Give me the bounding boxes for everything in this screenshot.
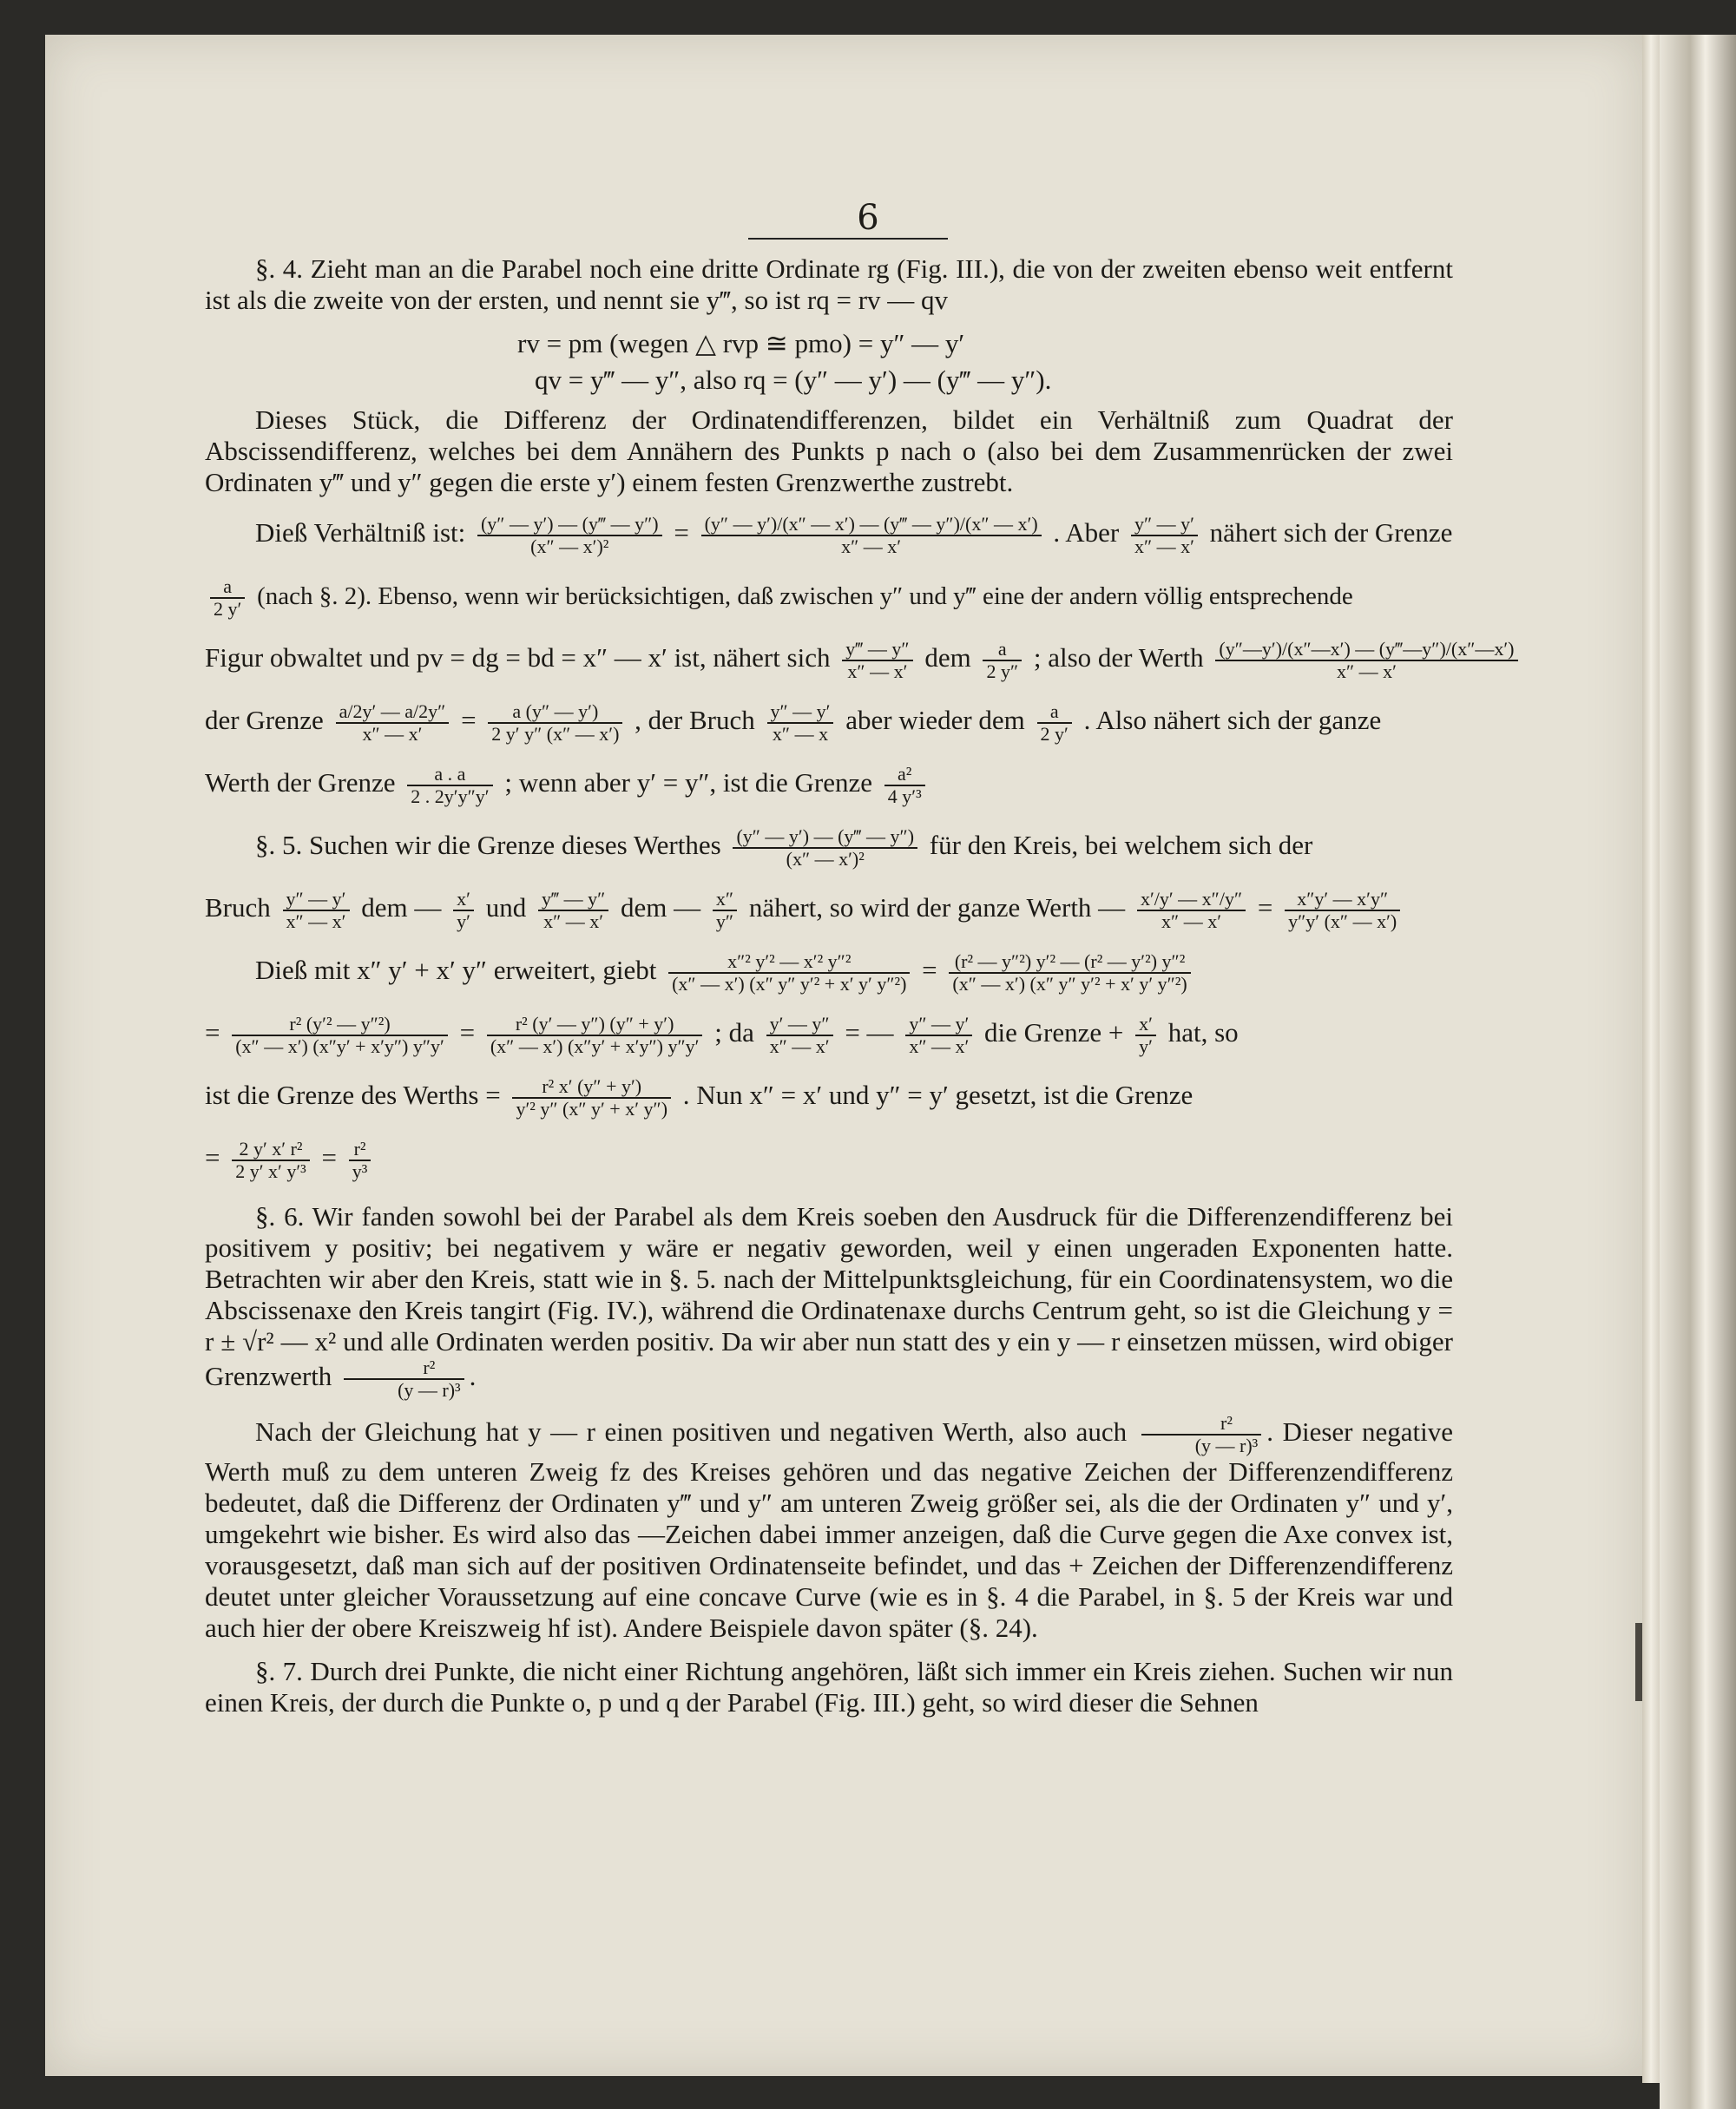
s5d-frac5 xyxy=(1135,1014,1156,1057)
s5b-f6-num: x″y′ — x′y″ xyxy=(1285,889,1400,911)
line-figur xyxy=(205,638,1515,682)
s5d-f5-den: y′ xyxy=(1139,1035,1153,1057)
s5c-f2-den: (x″ — x′) (x″ y″ y′² + x′ y′ y″²) xyxy=(952,973,1187,995)
figur-text-c: ; also der Werth xyxy=(1033,642,1204,673)
s5c-f2-num: (r² — y″²) y′² — (r² — y′²) y″² xyxy=(949,951,1190,974)
grenze-frac3 xyxy=(767,701,834,745)
s6b-frac1 xyxy=(1141,1413,1262,1456)
figur-text-a: Figur obwaltet und pv = dg = bd = x″ — x′ ist, nähert sich xyxy=(205,642,831,673)
verh-frac1-den: (x″ — x′)² xyxy=(530,535,609,557)
s5e-f1-num: r² x′ (y″ + y′) xyxy=(512,1076,671,1099)
body-text xyxy=(205,253,1515,1731)
figur-frac3 xyxy=(1215,639,1517,682)
verh-frac3-num: y″ — y′ xyxy=(1131,514,1198,536)
paragraph-s7: §. 7. Durch drei Punkte, die nicht einer Richtung angehören, läßt sich immer ein Kreis ziehen. Suchen wir nun einen Kreis, der durch die Punkte o, p und q der Parabel (Fig. III.) geht, so wird dieser die Sehnen xyxy=(205,1656,1453,1718)
s5b-f2-den: y′ xyxy=(457,910,470,932)
s5d-f4-den: x″ — x′ xyxy=(909,1035,970,1057)
grenze-f4-num: a xyxy=(1037,701,1072,724)
a2y-frac xyxy=(210,576,245,620)
s5d-f1-den: (x″ — x′) (x″y′ + x′y″) y″y′ xyxy=(235,1035,444,1057)
figur-f1-num: y‴ — y″ xyxy=(842,639,912,661)
page-gutter xyxy=(1642,35,1660,2083)
verh-label: Dieß Verhältniß ist: xyxy=(255,517,466,549)
s5b-f1-den: x″ — x′ xyxy=(286,910,346,932)
s5b-frac1 xyxy=(283,889,350,932)
s5b-frac6 xyxy=(1285,889,1400,932)
verh-frac1 xyxy=(477,514,662,557)
s5c-frac2 xyxy=(949,951,1190,995)
figur-f2-num: a xyxy=(983,639,1022,661)
grenze-f1-num: a/2y′ — a/2y″ xyxy=(336,701,450,724)
s5f-f2-num: r² xyxy=(349,1139,372,1161)
s5b-text-c: und xyxy=(485,892,527,923)
s5c-frac1 xyxy=(668,951,910,995)
grenze-f1-den: x″ — x′ xyxy=(362,723,423,745)
s5d-frac3 xyxy=(766,1014,833,1057)
paragraph-s6: §. 6. Wir fanden sowohl bei der Parabel als dem Kreis soeben den Ausdruck für die Differenzendifferenz bei positivem y positiv; bei negativem y wäre er negativ geworden, weil y einen ungeraden Exponenten hatte. Betrachten wir aber den Kreis, statt wie in §. 5. nach der Mittelpunktsgleichung, für ein Coordinatensystem, wo die Abscissenaxe den Kreis tangirt (Fig. IV.), während die Ordinatenaxe durchs Centrum geht, so ist die Gleichung y = r ± √r² — x² und alle Ordinaten werden positiv. Da wir aber nun statt des y ein y — r einsetzen müssen, wird obiger Grenzwerth $\frac{\text{r²}}{\text{(y — r)³}}$ . xyxy=(205,1201,1453,1401)
s5-heading-line xyxy=(255,826,1453,870)
s5-erweitert-line: Dieß mit x″ y′ + x′ y″ erweitert, giebt $\frac{\text{x″² y′² — x′² y″²}}{\text{(x″ — x′) (x″ y″ y′² + x′ y′ y″²)}}$ = $\frac{\text{(r² — y″²) y′² — (r² — y′²) y″²}}{\text{(x″ — x′) (x″ y″ y′² + x′ y′ y″²)}}$ xyxy=(255,951,1453,995)
s5-final-line: = $\frac{\text{2 y′ x′ r²}}{\text{2 y′ x′ y′³}}$ = $\frac{\text{r²}}{\text{y³}}$ xyxy=(205,1139,1453,1182)
s5b-frac4 xyxy=(713,889,737,932)
verh-frac1-num: (y″ — y′) — (y‴ — y″) xyxy=(477,514,662,536)
s5b-f6-den: y″y′ (x″ — x′) xyxy=(1288,910,1397,932)
grenze-text-b: , der Bruch xyxy=(635,705,755,736)
verh-aber: . Aber xyxy=(1053,517,1120,549)
s5d-text-c: hat, so xyxy=(1167,1017,1239,1048)
s5-text-b: für den Kreis, bei welchem sich der xyxy=(929,830,1313,861)
s5f-frac1 xyxy=(232,1139,310,1182)
s5d-frac2 xyxy=(487,1014,703,1057)
s5-frac1 xyxy=(733,826,917,870)
grenze-f4-den: 2 y′ xyxy=(1040,723,1069,745)
s6-text: §. 6. Wir fanden sowohl bei der Parabel als dem Kreis soeben den Ausdruck für die Differenzendifferenz bei positivem y positiv; bei negativem y wäre er negativ geworden, weil y einen ungeraden Exponenten hatte. Betrachten wir aber den Kreis, statt wie in §. 5. nach der Mittelpunktsgleichung, für ein Coordinatensystem, wo die Abscissenaxe den Kreis tangirt (Fig. IV.), während die Ordinatenaxe durchs Centrum geht, so ist die Gleichung y = r ± √r² — x² und alle Ordinaten werden positiv. Da wir aber nun statt des y ein y — r einsetzen müssen, wird obiger Grenzwerth xyxy=(205,1201,1453,1392)
s5f-frac2 xyxy=(349,1139,372,1182)
s5e-text-a: ist die Grenze des Werths = xyxy=(205,1080,501,1111)
grenze-eq: = xyxy=(461,705,477,736)
s5d-frac4 xyxy=(905,1014,972,1057)
verh-frac3-den: x″ — x′ xyxy=(1134,535,1194,557)
s5b-f4-den: y″ xyxy=(715,910,734,932)
grenze-text-a: der Grenze xyxy=(205,705,324,736)
grenze-f2-den: 2 y′ y″ (x″ — x′) xyxy=(491,723,620,745)
s5c-text-a: Dieß mit x″ y′ + x′ y″ erweitert, giebt xyxy=(255,955,657,986)
s6-frac1 xyxy=(344,1357,464,1401)
s5d-text-b: die Grenze + xyxy=(984,1017,1124,1048)
s5b-f2-num: x′ xyxy=(453,889,474,911)
line-grenze xyxy=(205,701,1453,745)
s6b-text-b: . Dieser negative Werth muß zu dem unteren Zweig fz des Kreises gehören und das negative Zeichen der Differenzendifferenz bedeutet, daß die Differenz der Ordinaten y‴ und y″ am unteren Zweig größer sei, als die der Ordinaten y″ und y′, umgekehrt wie bisher. Es wird also das —Zeichen dabei immer anzeigen, daß die Curve gegen die Axe convex ist, vorausgesetzt, daß man sich auf der positiven Ordinatenseite befindet, und das + Zeichen der Differenzendifferenz deutet unter gleicher Voraussetzung auf eine concave Curve (wie es in §. 4 die Parabel, in §. 5 der Kreis war und auch hier der obere Kreiszweig hf ist). Andere Beispiele davon später (§. 24). xyxy=(205,1416,1454,1643)
s5d-text-a: ; da xyxy=(714,1017,754,1048)
line-nach: (nach §. 2). Ebenso, wenn wir berücksichtigen, daß zwischen y″ und y‴ eine der andern völlig entsprechende xyxy=(257,582,1353,611)
s5-grenze-des-werths-line xyxy=(205,1076,1453,1120)
s5d-f2-den: (x″ — x′) (x″y′ + x′y″) y″y′ xyxy=(490,1035,700,1057)
display-verhaeltniss: Dieß Verhältniß ist: $\frac{(y'' — y') — (y‴ — y'')}{\text{(x″ — x′)²}}$ = $\frac{(y'' — y')/(x'' — x') — (y‴ — y'')/(x'' — x')}{x'' — x'}$ . Aber $\frac{y'' — y'}{x'' — x'}$ nähert sich der Grenze xyxy=(255,513,1453,557)
s5b-f3-den: x″ — x′ xyxy=(543,910,604,932)
s5b-frac5 xyxy=(1137,889,1246,932)
s5d-f5-num: x′ xyxy=(1135,1014,1156,1036)
s5d-f3-den: x″ — x′ xyxy=(769,1035,830,1057)
s5d-frac1 xyxy=(232,1014,448,1057)
s5b-text-b: dem — xyxy=(361,892,442,923)
next-page-edge xyxy=(1660,35,1736,2109)
verh-frac2-num: (y″ — y′)/(x″ — x′) — (y‴ — y″)/(x″ — x′) xyxy=(701,514,1042,536)
figur-text-b: dem xyxy=(924,642,971,673)
s5b-f4-num: x″ xyxy=(713,889,737,911)
figur-f1-den: x″ — x′ xyxy=(847,660,908,682)
s5d-f1-num: r² (y′² — y″²) xyxy=(232,1014,448,1036)
s5e-frac1 xyxy=(512,1076,671,1120)
figur-frac1 xyxy=(842,639,912,682)
a2y-num: a xyxy=(210,576,245,599)
line-werth xyxy=(205,764,1453,807)
figur-f3-den: x″ — x′ xyxy=(1336,660,1397,682)
s5c-f1-num: x″² y′² — x′² y″² xyxy=(668,951,910,974)
s5b-frac2 xyxy=(453,889,474,932)
verh-frac2 xyxy=(701,514,1042,557)
s5-text-a: §. 5. Suchen wir die Grenze dieses Werthes xyxy=(255,830,721,861)
werth-f1-den: 2 . 2y′y″y′ xyxy=(411,785,490,807)
s6b-f1-den: (y — r)³ xyxy=(1194,1435,1259,1456)
s5c-f1-den: (x″ — x′) (x″ y″ y′² + x′ y′ y″²) xyxy=(672,973,907,995)
s5b-text-e: nähert, so wird der ganze Werth — xyxy=(748,892,1126,923)
s5d-f2-num: r² (y′ — y″) (y″ + y′) xyxy=(487,1014,703,1036)
a2y-den: 2 y′ xyxy=(214,598,242,620)
werth-text-a: Werth der Grenze xyxy=(205,767,396,798)
s5f-f2-den: y³ xyxy=(352,1160,368,1182)
grenze-frac4 xyxy=(1037,701,1072,745)
s5f-f1-num: 2 y′ x′ r² xyxy=(232,1139,310,1161)
s5b-f3-num: y‴ — y″ xyxy=(538,889,608,911)
s5b-f1-num: y″ — y′ xyxy=(283,889,350,911)
grenze-text-c: aber wieder dem xyxy=(845,705,1025,736)
grenze-f2-num: a (y″ — y′) xyxy=(488,701,622,724)
s5-da-line: = $\frac{\text{r² (y′² — y″²)}}{(x'' — x') (x''y' + x'y'') y''y'}$ = $\frac{\text{r² (y′ — y″) (y″ + y′)}}{(x'' — x') (x''y' + x'y'') y''y'}$ ; da $\frac{y' — y''}{x'' — x'}$ = — $\frac{y'' — y'}{x'' — x'}$ die Grenze + $\frac{x'}{y'}$ hat, so xyxy=(205,1013,1239,1057)
s5e-text-b: . Nun x″ = x′ und y″ = y′ gesetzt, ist die Grenze xyxy=(682,1080,1194,1111)
s6-f1-num: r² xyxy=(344,1357,464,1380)
werth-text-b: ; wenn aber y′ = y″, ist die Grenze xyxy=(504,767,873,798)
s5d-f4-num: y″ — y′ xyxy=(905,1014,972,1036)
page-number: 6 xyxy=(857,198,879,238)
s5f-f1-den: 2 y′ x′ y′³ xyxy=(235,1160,306,1182)
paragraph-stueck: Dieses Stück, die Differenz der Ordinatendifferenzen, bildet ein Verhältniß zum Quadrat der Abscissendifferenz, welches bei dem Annähern des Punkts p nach o (also bei dem Zusammenrücken der zwei Ordinaten y‴ und y″ gegen die erste y′) einem festen Grenzwerthe zustrebt. xyxy=(205,404,1453,497)
verh-frac3 xyxy=(1131,514,1198,557)
verh-frac2-den: x″ — x′ xyxy=(841,535,902,557)
grenze-f3-num: y″ — y′ xyxy=(767,701,834,724)
figur-f3-num: (y″—y′)/(x″—x′) — (y‴—y″)/(x″—x′) xyxy=(1215,639,1517,661)
s5-bruch-line: Bruch $\frac{y'' — y'}{x'' — x'}$ dem — $\frac{x'}{y'}$ und $\frac{y‴ — y''}{x'' — x'}$ dem — $\frac{x''}{y''}$ nähert, so wird der ganze Werth — $\frac{x'/y' — x''/y''}{x'' — x'}$ = $\frac{x''y' — x'y''}{y''y' (x'' — x')}$ xyxy=(205,889,1453,932)
s5b-frac3 xyxy=(538,889,608,932)
s5-f1-den: (x″ — x′)² xyxy=(786,848,865,870)
line-a2y xyxy=(205,576,1453,620)
grenze-text-d: . Also nähert sich der ganze xyxy=(1083,705,1382,736)
werth-f2-den: 4 y′³ xyxy=(887,785,922,807)
grenze-frac1 xyxy=(336,701,450,745)
werth-f1-num: a . a xyxy=(407,764,492,786)
s5b-text-d: dem — xyxy=(621,892,701,923)
figur-frac2 xyxy=(983,639,1022,682)
paragraph-s4-intro: §. 4. Zieht man an die Parabel noch eine dritte Ordinate rg (Fig. III.), die von der zweiten ebenso weit entfernt ist als die zweite von der ersten, und nennt sie y‴, so ist rq = rv — qv xyxy=(205,253,1453,315)
werth-f2-num: a² xyxy=(884,764,925,786)
figur-f2-den: 2 y″ xyxy=(986,660,1019,682)
s6b-f1-num: r² xyxy=(1141,1413,1262,1436)
s5e-f1-den: y′² y″ (x″ y′ + x′ y″) xyxy=(516,1098,668,1120)
s5b-f5-den: x″ — x′ xyxy=(1161,910,1222,932)
s5d-f3-num: y′ — y″ xyxy=(766,1014,833,1036)
s6b-text-a: Nach der Gleichung hat y — r einen positiven und negativen Werth, also auch xyxy=(255,1416,1128,1448)
s5-f1-num: (y″ — y′) — (y‴ — y″) xyxy=(733,826,917,849)
equation-qv: qv = y‴ — y″, also rq = (y″ — y′) — (y‴ — y″). xyxy=(535,365,1052,395)
werth-frac2 xyxy=(884,764,925,807)
werth-frac1 xyxy=(407,764,492,807)
s6-f1-den: (y — r)³ xyxy=(398,1379,461,1401)
paragraph-s6b xyxy=(205,1413,1453,1644)
s5b-f5-num: x′/y′ — x″/y″ xyxy=(1137,889,1246,911)
equation-rv: rv = pm (wegen △ rvp ≅ pmo) = y″ — y′ xyxy=(517,328,965,358)
grenze-frac2 xyxy=(488,701,622,745)
grenze-f3-den: x″ — x xyxy=(772,723,829,745)
s5b-text-a: Bruch xyxy=(205,892,271,923)
page-number-rule xyxy=(748,238,948,240)
verh-tail: nähert sich der Grenze xyxy=(1209,517,1453,549)
